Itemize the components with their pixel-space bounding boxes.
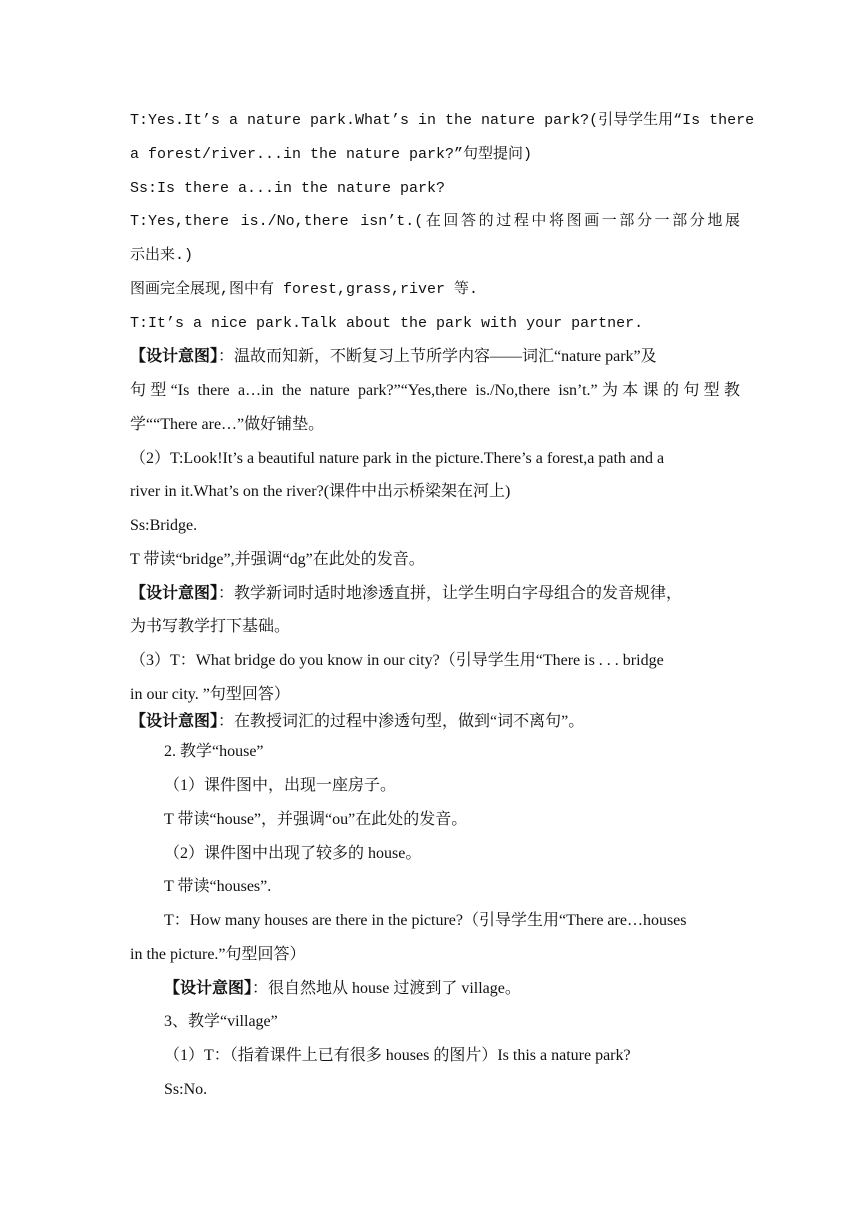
text-line: 句型“Is there a…in the nature park?”“Yes,there is./No,there isn’t.”为本课的句型教 bbox=[130, 382, 740, 399]
text-line: T:It’s a nice park.Talk about the park with your partner. bbox=[130, 315, 644, 332]
text-line: a forest/river...in the nature park?”句型提问) bbox=[130, 146, 533, 163]
text-line: 图画完全展现,图中有 forest,grass,river 等. bbox=[130, 281, 479, 298]
text-line: 学““There are…”做好铺垫。 bbox=[130, 416, 325, 433]
design-intent-text: ：在教授词汇的过程中渗透句型，做到“词不离句”。 bbox=[218, 713, 585, 730]
text-line: T：How many houses are there in the picture?（引导学生用“There are…houses bbox=[164, 912, 687, 929]
text-line: Ss:No. bbox=[164, 1081, 208, 1098]
text-line: （2）课件图中出现了较多的 house。 bbox=[164, 845, 422, 862]
text-line: T 带读“house”，并强调“ou”在此处的发音。 bbox=[164, 811, 468, 828]
text-line: （1）T：（指着课件上已有很多 houses 的图片）Is this a nature park? bbox=[164, 1047, 631, 1064]
text-line: Ss:Is there a...in the nature park? bbox=[130, 180, 446, 197]
design-intent-line bbox=[164, 978, 774, 1000]
design-intent-line bbox=[130, 711, 740, 733]
design-intent-label: 【设计意图】 bbox=[130, 713, 219, 730]
text-line: T:Yes,there is./No,there isn’t.(在回答的过程中将图画一部分一部分地展 bbox=[130, 213, 740, 230]
design-intent-label: 【设计意图】 bbox=[130, 585, 219, 602]
text-line: （3）T：What bridge do you know in our city?（引导学生用“There is . . . bridge bbox=[130, 652, 664, 669]
text-line: Ss:Bridge. bbox=[130, 517, 198, 534]
text-line: T 带读“bridge”,并强调“dg”在此处的发音。 bbox=[130, 551, 425, 568]
text-line: 示出来.) bbox=[130, 247, 194, 264]
text-line: in the picture.”句型回答） bbox=[130, 946, 306, 963]
text-line: T 带读“houses”. bbox=[164, 878, 272, 895]
text-line: 为书写教学打下基础。 bbox=[130, 618, 291, 635]
text-line: T:Yes.It’s a nature park.What’s in the nature park?(引导学生用“Is there bbox=[130, 112, 755, 129]
text-line: （1）课件图中，出现一座房子。 bbox=[164, 777, 397, 794]
text-line: （2）T:Look!It’s a beautiful nature park in the picture.There’s a forest,a path and a bbox=[130, 450, 665, 467]
design-intent-line bbox=[130, 346, 740, 368]
text-line: in our city. ”句型回答） bbox=[130, 686, 290, 703]
design-intent-text: ：很自然地从 house 过渡到了 village。 bbox=[252, 980, 521, 997]
design-intent-text: ：教学新词时适时地渗透直拼，让学生明白字母组合的发音规律， bbox=[218, 585, 683, 602]
section-heading: 2. 教学“house” bbox=[164, 743, 264, 760]
design-intent-text: ：温故而知新，不断复习上节所学内容——词汇“nature park”及 bbox=[218, 348, 657, 365]
design-intent-line bbox=[130, 583, 740, 605]
text-line: river in it.What’s on the river?(课件中出示桥梁架在河上) bbox=[130, 483, 511, 500]
section-heading: 3、教学“village” bbox=[164, 1013, 278, 1030]
design-intent-label: 【设计意图】 bbox=[164, 980, 253, 997]
design-intent-label: 【设计意图】 bbox=[130, 348, 219, 365]
